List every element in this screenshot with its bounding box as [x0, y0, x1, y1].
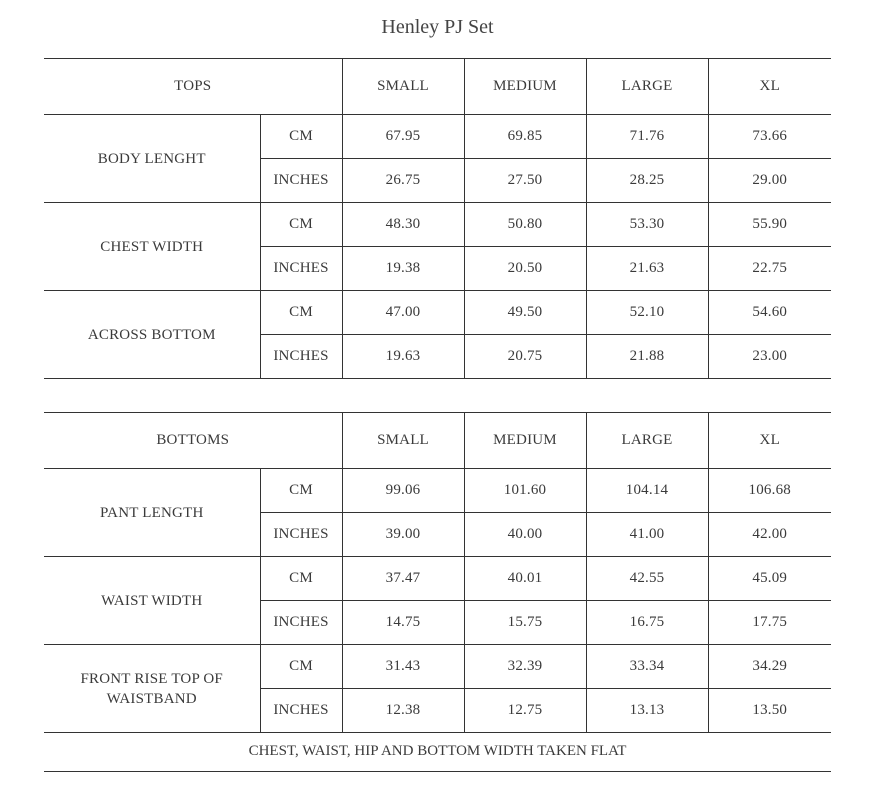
value-cell: 32.39 [464, 645, 586, 689]
unit-label-cm: CM [260, 557, 342, 601]
size-header-large: LARGE [586, 413, 708, 469]
footer-note: CHEST, WAIST, HIP AND BOTTOM WIDTH TAKEN FLAT [44, 732, 831, 772]
value-cell: 42.55 [586, 557, 708, 601]
bottoms-size-table [44, 412, 831, 733]
value-cell: 69.85 [464, 115, 586, 159]
unit-label-inches: INCHES [260, 513, 342, 557]
page-title: Henley PJ Set [381, 16, 494, 38]
value-cell: 39.00 [342, 513, 464, 557]
unit-label-inches: INCHES [260, 689, 342, 733]
value-cell: 26.75 [342, 159, 464, 203]
value-cell: 13.13 [586, 689, 708, 733]
unit-label-cm: CM [260, 203, 342, 247]
value-cell: 99.06 [342, 469, 464, 513]
value-cell: 19.63 [342, 335, 464, 379]
bottoms-header-row [44, 413, 831, 469]
table-row [44, 291, 831, 335]
bottoms-section-header: BOTTOMS [44, 413, 342, 469]
value-cell: 22.75 [708, 247, 831, 291]
measurement-label: CHEST WIDTH [44, 203, 260, 291]
value-cell: 33.34 [586, 645, 708, 689]
value-cell: 50.80 [464, 203, 586, 247]
table-row [44, 469, 831, 513]
value-cell: 106.68 [708, 469, 831, 513]
value-cell: 40.01 [464, 557, 586, 601]
size-header-xl: XL [708, 59, 831, 115]
value-cell: 37.47 [342, 557, 464, 601]
value-cell: 71.76 [586, 115, 708, 159]
value-cell: 13.50 [708, 689, 831, 733]
unit-label-cm: CM [260, 291, 342, 335]
value-cell: 29.00 [708, 159, 831, 203]
size-header-medium: MEDIUM [464, 413, 586, 469]
value-cell: 40.00 [464, 513, 586, 557]
value-cell: 101.60 [464, 469, 586, 513]
value-cell: 48.30 [342, 203, 464, 247]
unit-label-inches: INCHES [260, 335, 342, 379]
value-cell: 47.00 [342, 291, 464, 335]
value-cell: 104.14 [586, 469, 708, 513]
table-row [44, 645, 831, 689]
table-row [44, 115, 831, 159]
value-cell: 55.90 [708, 203, 831, 247]
value-cell: 17.75 [708, 601, 831, 645]
measurement-label: PANT LENGTH [44, 469, 260, 557]
value-cell: 54.60 [708, 291, 831, 335]
size-header-large: LARGE [586, 59, 708, 115]
value-cell: 53.30 [586, 203, 708, 247]
value-cell: 23.00 [708, 335, 831, 379]
measurement-label: WAIST WIDTH [44, 557, 260, 645]
value-cell: 16.75 [586, 601, 708, 645]
value-cell: 42.00 [708, 513, 831, 557]
unit-label-cm: CM [260, 115, 342, 159]
unit-label-inches: INCHES [260, 601, 342, 645]
value-cell: 41.00 [586, 513, 708, 557]
unit-label-inches: INCHES [260, 159, 342, 203]
size-header-small: SMALL [342, 413, 464, 469]
value-cell: 34.29 [708, 645, 831, 689]
value-cell: 31.43 [342, 645, 464, 689]
value-cell: 45.09 [708, 557, 831, 601]
value-cell: 15.75 [464, 601, 586, 645]
tops-header-row [44, 59, 831, 115]
value-cell: 20.50 [464, 247, 586, 291]
value-cell: 73.66 [708, 115, 831, 159]
unit-label-cm: CM [260, 469, 342, 513]
size-header-small: SMALL [342, 59, 464, 115]
size-header-medium: MEDIUM [464, 59, 586, 115]
measurement-label: FRONT RISE TOP OF WAISTBAND [44, 645, 260, 733]
unit-label-cm: CM [260, 645, 342, 689]
value-cell: 28.25 [586, 159, 708, 203]
unit-label-inches: INCHES [260, 247, 342, 291]
measurement-label: ACROSS BOTTOM [44, 291, 260, 379]
table-row [44, 203, 831, 247]
value-cell: 12.75 [464, 689, 586, 733]
value-cell: 21.88 [586, 335, 708, 379]
value-cell: 20.75 [464, 335, 586, 379]
value-cell: 49.50 [464, 291, 586, 335]
value-cell: 19.38 [342, 247, 464, 291]
tops-section-header: TOPS [44, 59, 342, 115]
value-cell: 21.63 [586, 247, 708, 291]
table-row [44, 557, 831, 601]
measurement-label: BODY LENGHT [44, 115, 260, 203]
value-cell: 27.50 [464, 159, 586, 203]
tops-size-table [44, 58, 831, 379]
value-cell: 12.38 [342, 689, 464, 733]
value-cell: 14.75 [342, 601, 464, 645]
size-header-xl: XL [708, 413, 831, 469]
value-cell: 52.10 [586, 291, 708, 335]
value-cell: 67.95 [342, 115, 464, 159]
